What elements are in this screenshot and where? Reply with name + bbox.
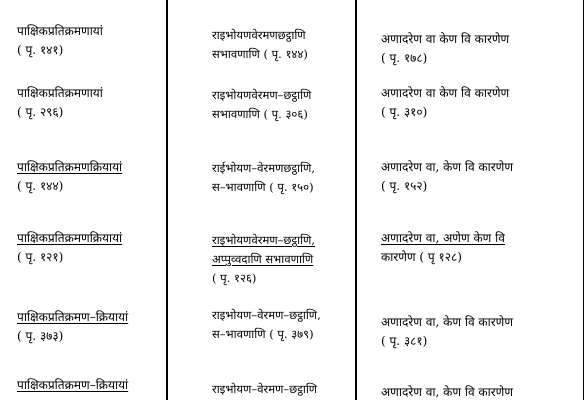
column-divider bbox=[583, 0, 584, 400]
table-cell bbox=[381, 383, 513, 402]
cell-line: ( पृ. १२६) bbox=[212, 271, 257, 285]
cell-line: राईभोयण–वेरमणछट्ठाणि, bbox=[212, 161, 316, 175]
page-reference: ( पृ. १४४) bbox=[17, 179, 64, 193]
source-title: पाक्षिकप्रतिक्रमणायां bbox=[17, 24, 103, 38]
table-row bbox=[17, 308, 128, 346]
table-cell bbox=[212, 26, 308, 64]
table-cell bbox=[212, 306, 321, 344]
column-divider bbox=[166, 0, 168, 400]
table-cell bbox=[212, 159, 315, 197]
page-reference: ( पृ. २९६) bbox=[17, 105, 64, 119]
cell-line: ( पृ. ३८१) bbox=[381, 334, 428, 348]
column-divider bbox=[355, 0, 357, 400]
source-title: पाक्षिकप्रतिक्रमण–क्रियायां bbox=[17, 310, 129, 324]
cell-line: राइभोयणवेरमण–छट्ठाणि bbox=[212, 88, 312, 102]
cell-line: सभावणाणि ( पृ. ३०६) bbox=[212, 107, 308, 121]
page-reference: ( पृ. १२१) bbox=[17, 250, 64, 264]
table-cell bbox=[381, 84, 509, 122]
table-row bbox=[17, 229, 122, 267]
table-row bbox=[17, 376, 128, 395]
page-reference: ( पृ. ३७३) bbox=[17, 329, 64, 343]
cell-line: ( पृ. १७८) bbox=[381, 51, 428, 65]
cell-line: सभावणाणि ( पृ. १४४) bbox=[212, 47, 308, 61]
cell-line: अणादरेण वा, केण वि कारणेण bbox=[381, 385, 514, 399]
table-cell bbox=[212, 86, 311, 124]
cell-line: राइभोयणवेरमणछट्ठाणि bbox=[212, 28, 306, 42]
table-row bbox=[17, 158, 122, 196]
table-row bbox=[17, 22, 103, 60]
source-title: पाक्षिकप्रतिक्रमणायां bbox=[17, 86, 103, 100]
cell-line: ( पृ. १५२) bbox=[381, 179, 428, 193]
table-cell bbox=[212, 231, 315, 288]
table-cell bbox=[381, 229, 505, 267]
cell-line: अणादरेण वा, केण वि कारणेण bbox=[381, 160, 514, 174]
source-title: पाक्षिकप्रतिक्रमणक्रियायां bbox=[17, 231, 123, 245]
cell-line: राइभोयण–वेरमण–छट्ठाणि bbox=[212, 382, 318, 396]
page-reference: ( पृ. १४१) bbox=[17, 43, 64, 57]
table-cell bbox=[381, 158, 513, 196]
cell-line: अप्पुव्वदाणि सभावणाणि bbox=[212, 252, 314, 266]
table-cell bbox=[381, 313, 513, 351]
cell-line: अणादरेण वा केण वि कारणेण bbox=[381, 86, 510, 100]
cell-line: स–भावणाणि ( पृ. १५०) bbox=[212, 180, 314, 194]
source-title: पाक्षिकप्रतिक्रमण–क्रियायां bbox=[17, 378, 129, 392]
source-title: पाक्षिकप्रतिक्रमणक्रियायां bbox=[17, 160, 123, 174]
cell-line: अणादरेण वा केण वि कारणेण bbox=[381, 32, 510, 46]
table-row bbox=[17, 84, 103, 122]
table-cell bbox=[212, 380, 317, 399]
cell-line: कारणेण ( पृ १२८) bbox=[381, 250, 462, 264]
cell-line: अणादरेण वा, अणेण केण वि bbox=[381, 231, 505, 245]
cell-line: ( पृ. ३१०) bbox=[381, 105, 428, 119]
cell-line: राइभोयण–वेरमण–छट्ठाणि, bbox=[212, 308, 321, 322]
table-cell bbox=[381, 30, 509, 68]
cell-line: अणादरेण वा, केण वि कारणेण bbox=[381, 315, 514, 329]
cell-line: स–भावणाणि ( पृ. ३७९) bbox=[212, 327, 314, 341]
cell-line: राइभोयणवेरमण–छट्ठाणि, bbox=[212, 233, 316, 247]
